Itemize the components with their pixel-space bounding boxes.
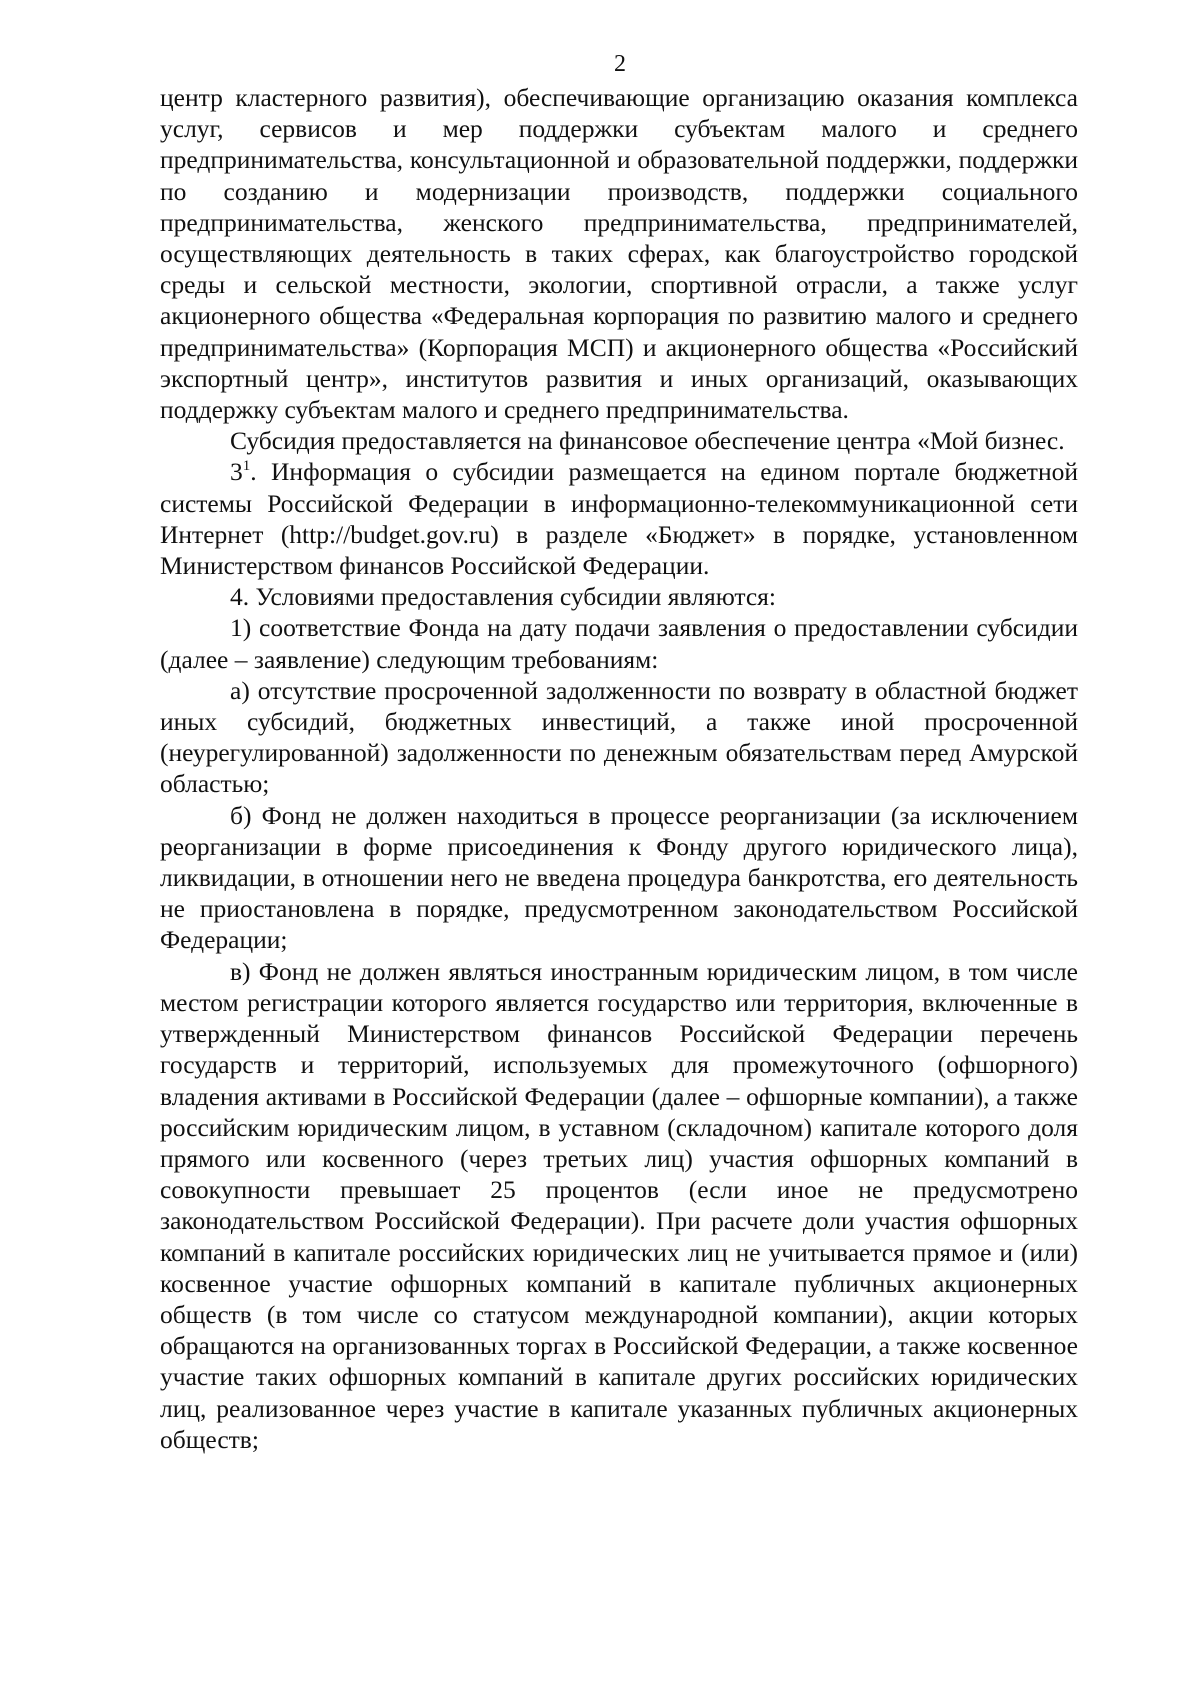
paragraph-support-centers: центр кластерного развития), обеспечивающие организацию оказания комплекса услуг, сервисов и мер поддержки субъектам малого и среднего предпринимательства, консультационной и образовательной поддержки, поддержки по созданию и модернизации производств, поддержки социального предпринимательства, женского предпринимательства, предпринимателей, осуществляющих деятельность в таких сферах, как благоустройство городской среды и сельской местности, экологии, спортивной отрасли, а также услуг акционерного общества «Федеральная корпорация по развитию малого и среднего предпринимательства» (Корпорация МСП) и акционерного общества «Российский экспортный центр», институтов развития и иных организаций, оказывающих поддержку субъектам малого и среднего предпринимательства. xyxy=(160,83,1078,425)
document-body xyxy=(160,82,1078,1455)
paragraph-condition-a: а) отсутствие просроченной задолженности по возврату в областной бюджет иных субсидий, бюджетных инвестиций, а также иной просроченной (неурегулированной) задолженности по денежным обязательствам перед Амурской областью; xyxy=(160,675,1078,799)
paragraph-condition-v: в) Фонд не должен являться иностранным юридическим лицом, в том числе местом регистрации которого является государство или территория, включенные в утвержденный Министерством финансов Российской Федерации перечень государств и территорий, используемых для промежуточного (офшорного) владения активами в Российской Федерации (далее – офшорные компании), а также российским юридическим лицом, в уставном (складочном) капитале которого доля прямого или косвенного (через третьих лиц) участия офшорных компаний в совокупности превышает 25 процентов (если иное не предусмотрено законодательством Российской Федерации). При расчете доли участия офшорных компаний в капитале российских юридических лиц не учитывается прямое и (или) косвенное участие офшорных компаний в капитале публичных акционерных обществ (в том числе со статусом международной компании), акции которых обращаются на организованных торгах в Российской Федерации, а также косвенное участие таких офшорных компаний в капитале других российских юридических лиц, реализованное через участие в капитале указанных публичных акционерных обществ; xyxy=(160,956,1078,1454)
paragraph-condition-1: 1) соответствие Фонда на дату подачи заявления о предоставлении субсидии (далее – заявление) следующим требованиям: xyxy=(160,613,1078,674)
paragraph-conditions-heading: 4. Условиями предоставления субсидии являются: xyxy=(230,582,776,612)
page-number: 2 xyxy=(614,51,626,77)
paragraph-condition-b: б) Фонд не должен находиться в процессе реорганизации (за исключением реорганизации в форме присоединения к Фонду другого юридического лица), ликвидации, в отношении него не введена процедура банкротства, его деятельность не приостановлена в порядке, предусмотренном законодательством Российской Федерации; xyxy=(160,800,1078,955)
paragraph-subsidy-information xyxy=(160,456,1078,581)
clause-number: 3 xyxy=(230,457,243,487)
clause-superscript: 1 xyxy=(242,458,251,475)
paragraph-subsidy-purpose: Субсидия предоставляется на финансовое обеспечение центра «Мой бизнес. xyxy=(230,426,1065,456)
clause-text: . Информация о субсидии размещается на едином портале бюджетной системы Российской Федерации в информационно-телекоммуникационной сети Интернет (http://budget.gov.ru) в разделе «Бюджет» в порядке, установленном Министерством финансов Российской Федерации. xyxy=(160,457,1078,581)
